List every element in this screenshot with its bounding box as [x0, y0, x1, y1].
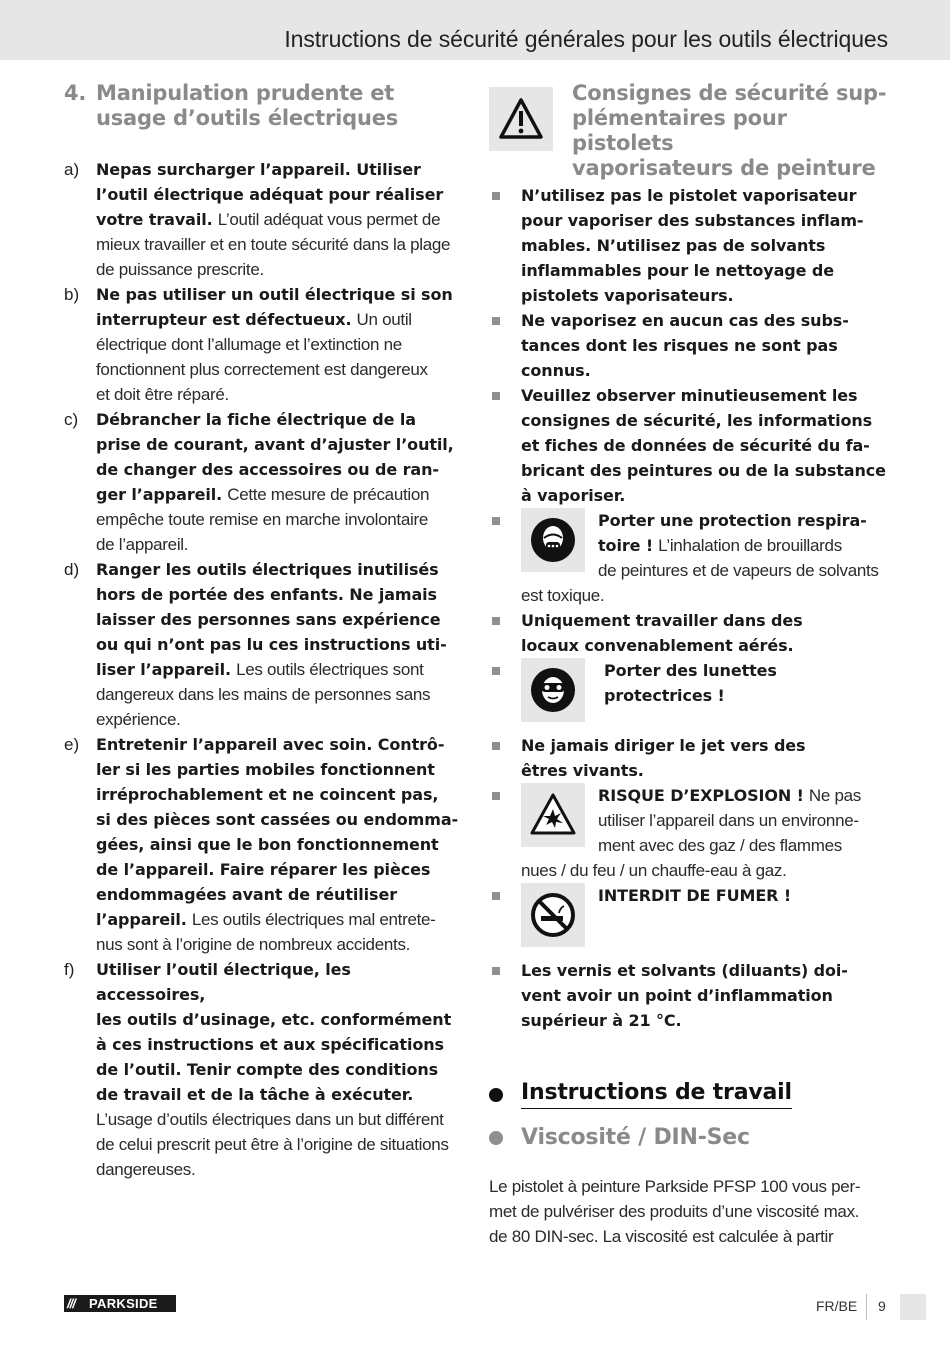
item-text: L’usage d’outils électriques dans un but différent: [96, 1110, 444, 1129]
section-title-line: Manipulation prudente et: [96, 81, 395, 105]
bullet-text: pistolets vaporisateurs.: [521, 286, 734, 305]
language-code: FR/BE: [816, 1298, 858, 1314]
item-bold: l’appareil.: [96, 910, 187, 929]
list-item: [64, 407, 464, 557]
right-column: [489, 81, 889, 1249]
item-text: Cette mesure de précaution: [227, 485, 430, 504]
paragraph-line: Le pistolet à peinture Parkside PFSP 100 vous per-: [489, 1177, 861, 1196]
item-bold: irréprochablement et ne coincent pas,: [96, 785, 439, 804]
item-bold: de travail et de la tâche à exécuter.: [96, 1085, 414, 1104]
bullet-text: vent avoir un point d’inflammation: [521, 986, 833, 1005]
bullet-text: Les vernis et solvants (diluants) doi-: [521, 961, 848, 980]
item-label: d): [64, 560, 80, 579]
bullet-text: INTERDIT DE FUMER !: [598, 886, 792, 905]
item-bold: à ces instructions et aux spécifications: [96, 1035, 444, 1054]
section-number: 4.: [64, 81, 87, 105]
page-header: [0, 0, 950, 60]
bullet-text: L’inhalation de brouillards: [658, 536, 842, 555]
bullet-text: êtres vivants.: [521, 761, 644, 780]
bullet-text: et fiches de données de sécurité du fa-: [521, 436, 870, 455]
item-bold: Nepas surcharger l’appareil. Utiliser: [96, 160, 421, 179]
bullet-dot: [489, 1131, 503, 1145]
item-text: Les outils électriques sont: [236, 660, 424, 679]
item-bold: ger l’appareil.: [96, 485, 223, 504]
bullet-text: Ne pas: [808, 786, 861, 805]
item-text: et doit être réparé.: [96, 385, 229, 404]
item-bold: Utiliser l’outil électrique, les accessoires,: [96, 960, 351, 1004]
section-title-line: usage d’outils électriques: [96, 106, 399, 130]
bullet-text: tances dont les risques ne sont pas: [521, 336, 838, 355]
bullet-text: Veuillez observer minutieusement les: [521, 386, 858, 405]
section-heading-viscosity: [489, 1125, 889, 1150]
item-bold: l’outil électrique adéquat pour réaliser: [96, 185, 444, 204]
item-bold: Débrancher la fiche électrique de la: [96, 410, 416, 429]
bullet-text: utiliser l’appareil dans un environne-: [598, 811, 859, 830]
bullet-item: [489, 308, 889, 383]
bullet-item: [489, 783, 889, 883]
bullet-item: [489, 883, 889, 958]
heading-text: Instructions de travail: [521, 1080, 792, 1109]
item-bold: votre travail.: [96, 210, 213, 229]
bullet-text: ment avec des gaz / des flammes: [598, 836, 842, 855]
bullet-item: [489, 608, 889, 658]
bullet-item: [489, 733, 889, 783]
item-bold: Entretenir l’appareil avec soin. Contrô-: [96, 735, 445, 754]
bullet-text: Uniquement travailler dans des: [521, 611, 803, 630]
list-item: [64, 557, 464, 732]
item-bold: endommagées avant de réutiliser: [96, 885, 397, 904]
bullet-text: est toxique.: [521, 586, 605, 605]
warning-title-line: plémentaires pour pistolets: [572, 106, 787, 155]
bullet-text: à vaporiser.: [521, 486, 626, 505]
bullet-text: Ne jamais diriger le jet vers des: [521, 736, 806, 755]
item-bold: laisser des personnes sans expérience: [96, 610, 441, 629]
item-text: dangereux dans les mains de personnes sans: [96, 685, 431, 704]
list-item: [64, 157, 464, 282]
item-text: expérience.: [96, 710, 181, 729]
item-label: f): [64, 960, 75, 979]
item-bold: Ne pas utiliser un outil électrique si son: [96, 285, 453, 304]
list-item: [64, 732, 464, 957]
respirator-mask-icon: [521, 508, 585, 572]
bullet-text: Porter des lunettes: [604, 661, 777, 680]
item-text: électrique dont l’allumage et l’extinction ne: [96, 335, 402, 354]
bullet-text: locaux convenablement aérés.: [521, 636, 794, 655]
bullet-text: connus.: [521, 361, 591, 380]
warning-heading: [489, 81, 889, 180]
warning-triangle-icon: [489, 87, 553, 151]
item-text: Les outils électriques mal entrete-: [191, 910, 436, 929]
paragraph-line: met de pulvériser des produits d’une viscosité max.: [489, 1202, 860, 1221]
bullet-text: de peintures et de vapeurs de solvants: [598, 561, 879, 580]
item-label: b): [64, 285, 80, 304]
item-text: de l’appareil.: [96, 535, 189, 554]
section-heading-work: [489, 1080, 889, 1109]
bullet-text: inflammables pour le nettoyage de: [521, 261, 834, 280]
bullet-item: [489, 183, 889, 308]
bullet-text: N’utilisez pas le pistolet vaporisateur: [521, 186, 857, 205]
divider: [866, 1294, 867, 1320]
item-label: c): [64, 410, 79, 429]
paragraph-line: de 80 DIN-sec. La viscosité est calculée à partir: [489, 1227, 834, 1246]
item-text: de celui prescrit peut être à l’origine de situations: [96, 1135, 449, 1154]
warning-title-line: vaporisateurs de peinture: [572, 156, 876, 180]
item-text: de puissance prescrite.: [96, 260, 264, 279]
item-bold: ou qui n’ont pas lu ces instructions uti-: [96, 635, 447, 654]
item-bold: Ranger les outils électriques inutilisés: [96, 560, 439, 579]
bullet-item: [489, 958, 889, 1033]
bullet-text: consignes de sécurité, les informations: [521, 411, 873, 430]
bullet-item: [489, 508, 889, 608]
warning-title-line: Consignes de sécurité sup-: [572, 81, 887, 105]
no-smoking-icon: [521, 883, 585, 947]
bullet-text: protectrices !: [604, 686, 725, 705]
bullet-item: [489, 383, 889, 508]
item-text: L’outil adéquat vous permet de: [217, 210, 441, 229]
item-bold: les outils d’usinage, etc. conformément: [96, 1010, 452, 1029]
item-bold: gées, ainsi que le bon fonctionnement: [96, 835, 439, 854]
logo-text: PARKSIDE: [89, 1296, 158, 1311]
safety-goggles-icon: [521, 658, 585, 722]
bullet-text: toire !: [598, 536, 654, 555]
bullet-text: Ne vaporisez en aucun cas des subs-: [521, 311, 849, 330]
item-bold: de l’outil. Tenir compte des conditions: [96, 1060, 439, 1079]
heading-text: Viscosité / DIN-Sec: [521, 1125, 750, 1150]
parkside-logo: [64, 1295, 176, 1312]
bullet-dot: [489, 1088, 503, 1102]
bullet-text: bricant des peintures ou de la substance: [521, 461, 886, 480]
explosion-warning-icon: [521, 783, 585, 847]
item-bold: si des pièces sont cassées ou endomma-: [96, 810, 459, 829]
item-text: empêche toute remise en marche involontaire: [96, 510, 429, 529]
bullet-text: mables. N’utilisez pas de solvants: [521, 236, 826, 255]
list-item: [64, 957, 464, 1182]
bullet-text: RISQUE D’EXPLOSION !: [598, 786, 804, 805]
bullet-text: supérieur à 21 °C.: [521, 1011, 682, 1030]
item-label: e): [64, 735, 80, 754]
item-text: nus sont à l’origine de nombreux accidents.: [96, 935, 411, 954]
item-bold: ler si les parties mobiles fonctionnent: [96, 760, 435, 779]
logo-mark: ///: [67, 1296, 75, 1311]
left-column: [64, 81, 464, 1182]
item-text: Un outil: [356, 310, 412, 329]
item-bold: de changer des accessoires ou de ran-: [96, 460, 439, 479]
paragraph: [489, 1174, 889, 1249]
bullet-text: pour vaporiser des substances inflam-: [521, 211, 864, 230]
bullet-text: nues / du feu / un chauffe-eau à gaz.: [521, 861, 787, 880]
bullet-item: [489, 658, 889, 733]
list-item: [64, 282, 464, 407]
item-bold: de l’appareil. Faire réparer les pièces: [96, 860, 431, 879]
item-text: mieux travailler et en toute sécurité dans la plage: [96, 235, 451, 254]
item-bold: hors de portée des enfants. Ne jamais: [96, 585, 437, 604]
item-text: dangereuses.: [96, 1160, 196, 1179]
page-number: 9: [878, 1298, 886, 1314]
section-heading: [64, 81, 464, 131]
item-bold: liser l’appareil.: [96, 660, 231, 679]
item-text: fonctionnent plus correctement est dangereux: [96, 360, 428, 379]
page-title: Instructions de sécurité générales pour les outils électriques: [284, 26, 888, 52]
page-tab: [900, 1294, 926, 1320]
item-bold: interrupteur est défectueux.: [96, 310, 352, 329]
item-bold: prise de courant, avant d’ajuster l’outil,: [96, 435, 454, 454]
bullet-text: Porter une protection respira-: [598, 511, 867, 530]
item-label: a): [64, 160, 80, 179]
